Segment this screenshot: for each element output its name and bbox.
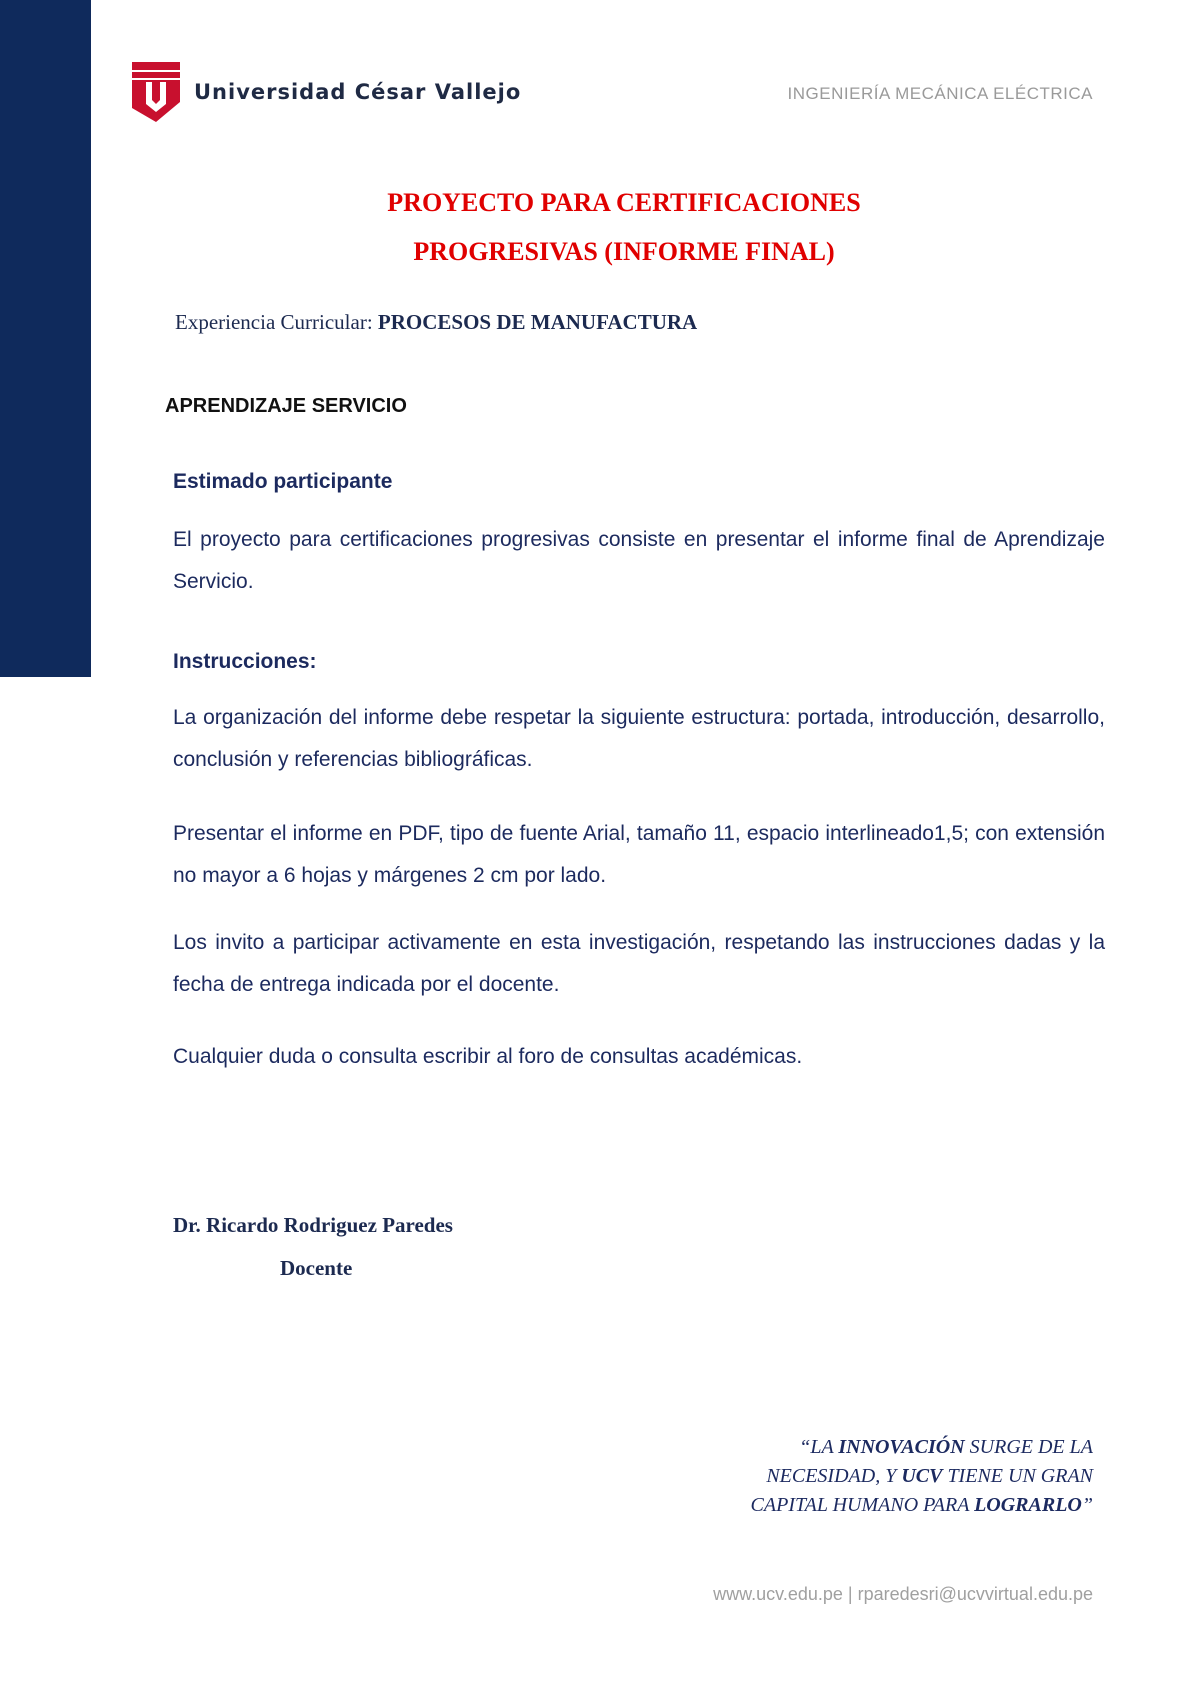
ucv-shield-icon	[132, 62, 180, 122]
motto-quote	[693, 1433, 1093, 1520]
quote-close: ”	[1081, 1494, 1093, 1516]
course-name: PROCESOS DE MANUFACTURA	[377, 310, 698, 334]
document-title-line-1: PROYECTO PARA CERTIFICACIONES	[387, 188, 861, 217]
footer-contact	[713, 1584, 1093, 1605]
footer-email-link[interactable]: rparedesri@ucvvirtual.edu.pe	[857, 1584, 1093, 1604]
course-label: Experiencia Curricular:	[175, 310, 373, 334]
quote-lograrlo: LOGRARLO	[974, 1494, 1082, 1516]
quote-text-2: SURGE DE LA NECESIDAD, Y	[766, 1436, 1093, 1487]
paragraph-structure: La organización del informe debe respetar la siguiente estructura: portada, introducción, desarrollo, conclusión y referencias bibliográficas.	[173, 706, 1105, 771]
quote-text-3: TIENE UN GRAN CAPITAL HUMANO PARA	[750, 1465, 1093, 1516]
quote-innovation: INNOVACIÓN	[838, 1436, 965, 1458]
university-name: Universidad César Vallejo	[194, 80, 522, 104]
intro-paragraph: El proyecto para certificaciones progresivas consiste en presentar el informe final de Aprendizaje Servicio.	[173, 528, 1105, 593]
paragraph-questions: Cualquier duda o consulta escribir al foro de consultas académicas.	[173, 1045, 803, 1068]
quote-ucv: UCV	[901, 1465, 943, 1487]
document-title-line-2: PROGRESIVAS (INFORME FINAL)	[413, 237, 835, 266]
paragraph-invitation: Los invito a participar activamente en esta investigación, respetando las instrucciones dadas y la fecha de entrega indicada por el docente.	[173, 931, 1105, 996]
course-line	[175, 310, 697, 335]
department-label: INGENIERÍA MECÁNICA ELÉCTRICA	[787, 84, 1093, 103]
signature-role: Docente	[280, 1256, 353, 1280]
footer-separator: |	[847, 1584, 853, 1604]
paragraph-format: Presentar el informe en PDF, tipo de fuente Arial, tamaño 11, espacio interlineado1,5; con extensión no mayor a 6 hojas y márgenes 2 cm por lado.	[173, 822, 1105, 887]
instructions-heading: Instrucciones:	[173, 650, 317, 673]
section-title: APRENDIZAJE SERVICIO	[165, 395, 407, 417]
university-logo	[132, 62, 521, 122]
greeting: Estimado participante	[173, 470, 393, 493]
side-accent-bar	[0, 0, 91, 677]
signature-name: Dr. Ricardo Rodriguez Paredes	[173, 1213, 453, 1237]
footer-website-link[interactable]: www.ucv.edu.pe	[713, 1584, 843, 1604]
quote-open: “LA	[799, 1436, 839, 1458]
